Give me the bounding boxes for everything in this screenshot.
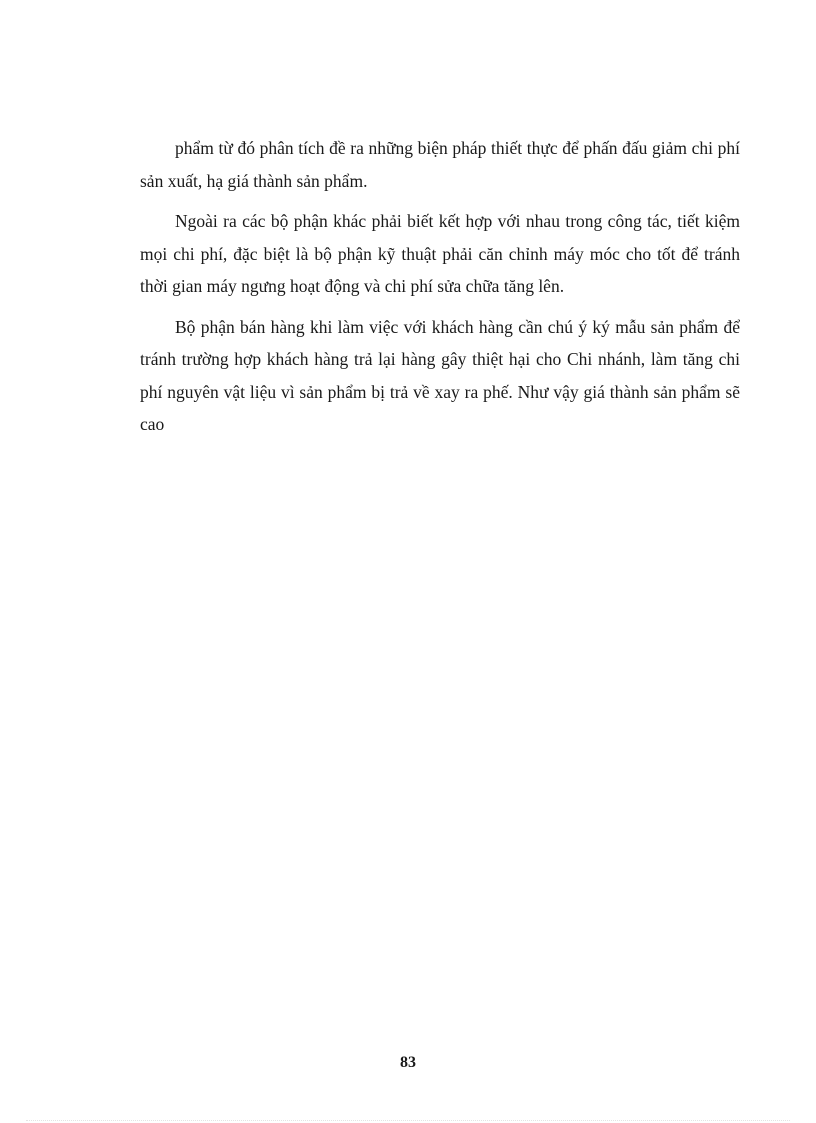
body-text <box>140 132 740 449</box>
page-number: 83 <box>400 1054 416 1071</box>
bottom-divider <box>26 1120 790 1121</box>
paragraph-2: Ngoài ra các bộ phận khác phải biết kết hợp với nhau trong công tác, tiết kiệm mọi chi phí, đặc biệt là bộ phận kỹ thuật phải căn chỉnh máy móc cho tốt để tránh thời gian máy ngưng hoạt động và chi phí sửa chữa tăng lên. <box>140 211 740 296</box>
paragraph-3: Bộ phận bán hàng khi làm việc với khách hàng cần chú ý ký mẫu sản phẩm để tránh trường hợp khách hàng trả lại hàng gây thiệt hại cho Chi nhánh, làm tăng chi phí nguyên vật liệu vì sản phẩm bị trả về xay ra phế. Như vậy giá thành sản phẩm sẽ cao <box>140 316 740 434</box>
paragraph-1: phẩm từ đó phân tích đề ra những biện pháp thiết thực để phấn đấu giảm chi phí sản xuất, hạ giá thành sản phẩm. <box>140 138 740 191</box>
